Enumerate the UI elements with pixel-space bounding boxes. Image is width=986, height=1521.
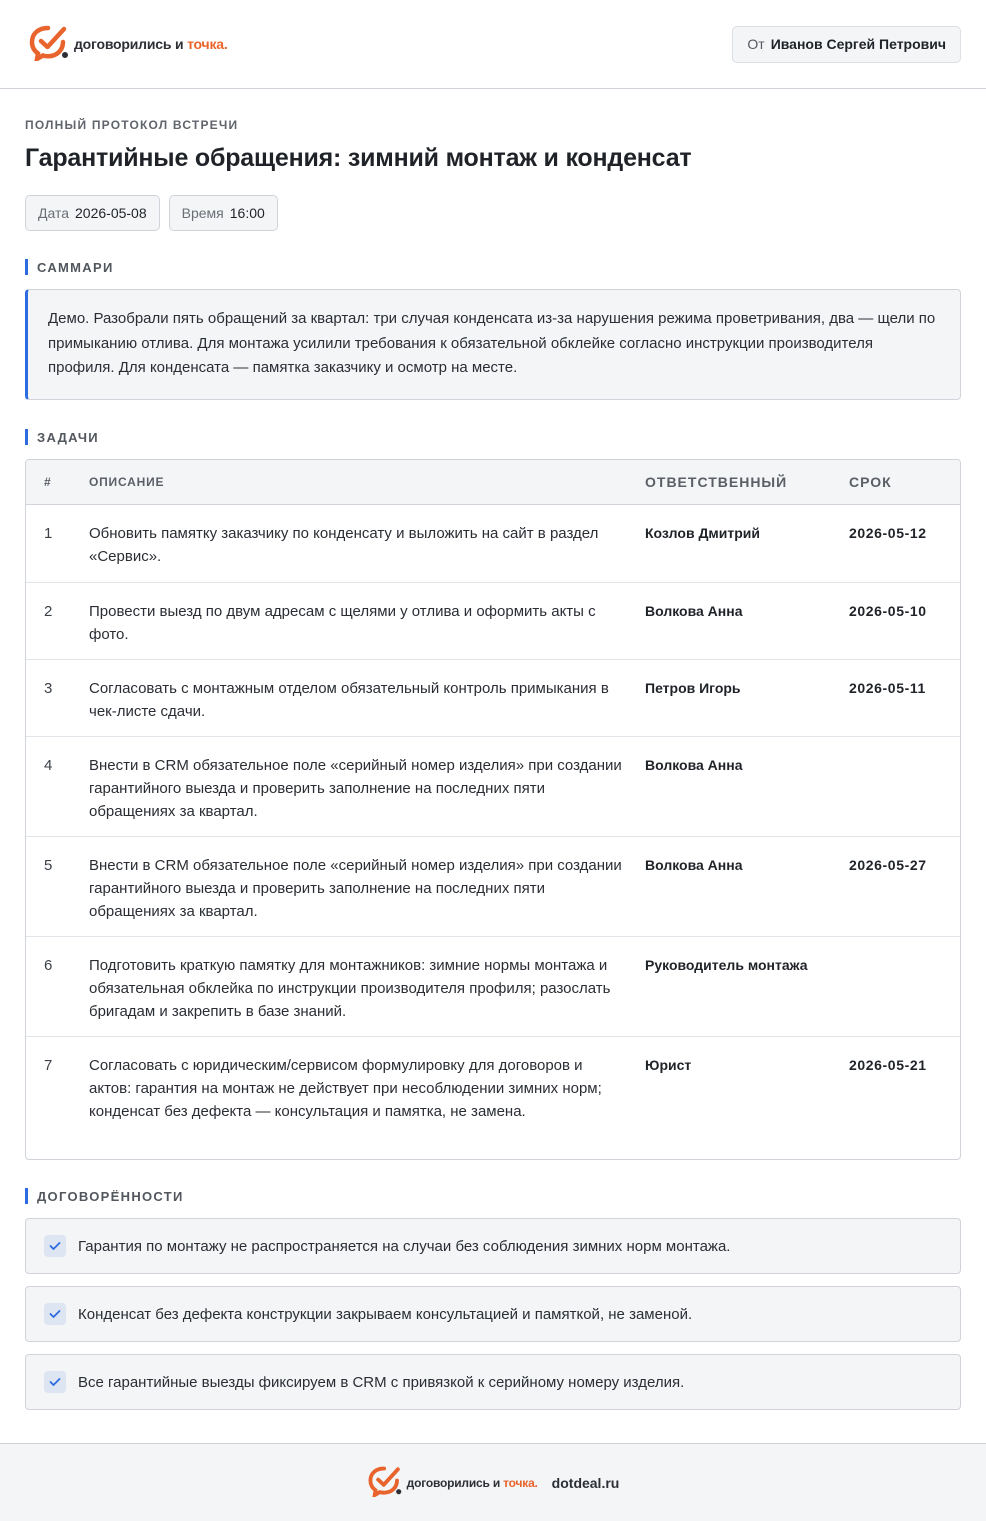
agreement-item [25,1286,961,1342]
footer-logo[interactable] [367,1464,538,1502]
date-value: 2026-05-08 [75,205,147,221]
task-desc: Обновить памятку заказчику по конденсату и выложить на сайт в раздел «Сервис». [89,525,599,565]
task-num: 4 [44,757,53,774]
author-box [732,26,961,63]
task-desc: Провести выезд по двум адресам с щелями у отлива и оформить акты с фото. [89,603,596,643]
brand-logo[interactable] [28,23,228,66]
task-num: 5 [44,857,53,874]
brand-name: договорились и точка. [74,36,228,52]
col-header-date: СРОК [849,474,892,490]
task-resp: Юрист [645,1057,692,1073]
meeting-meta [25,195,961,231]
checkmark-icon [44,1371,66,1393]
task-date: 2026-05-12 [849,525,927,541]
agreements-heading-text: ДОГОВОРЁННОСТИ [37,1188,184,1204]
table-row [26,660,960,737]
task-resp: Волкова Анна [645,857,743,873]
task-resp: Волкова Анна [645,757,743,773]
checkmark-icon [44,1303,66,1325]
task-date: 2026-05-21 [849,1057,927,1073]
section-marker [25,259,28,275]
task-resp: Руководитель монтажа [645,957,808,973]
time-value: 16:00 [229,205,265,221]
task-resp: Козлов Дмитрий [645,525,761,541]
table-header [26,460,960,505]
task-date [849,954,960,1036]
summary-heading-text: САММАРИ [37,259,114,275]
task-num: 6 [44,957,53,974]
section-marker [25,1188,28,1204]
summary-heading [25,259,961,275]
task-desc: Согласовать с монтажным отделом обязательный контроль примыкания в чек-листе сдачи. [89,680,609,720]
table-row [26,505,960,583]
table-row [26,937,960,1037]
summary-box: Демо. Разобрали пять обращений за квартал: три случая конденсата из-за нарушения режима проветривания, два — щели по примыканию отлива. Для монтажа усилили требования к обязательной обклейке согласно инструкции производителя профиля. Для конденсата — памятка заказчику и осмотр на месте. [25,289,961,400]
tasks-heading-text: ЗАДАЧИ [37,429,99,445]
task-date: 2026-05-27 [849,857,927,873]
tasks-heading [25,429,961,445]
check-bubble-icon [28,23,70,66]
task-desc: Внести в CRM обязательное поле «серийный номер изделия» при создании гарантийного выезда и проверить заполнение на последних пяти обращениях за квартал. [89,857,622,920]
date-label: Дата [38,205,70,221]
task-desc: Внести в CRM обязательное поле «серийный номер изделия» при создании гарантийного выезда и проверить заполнение на последних пяти обращениях за квартал. [89,757,622,820]
task-num: 7 [44,1057,53,1074]
col-header-num: # [44,475,52,489]
page-kicker: ПОЛНЫЙ ПРОТОКОЛ ВСТРЕЧИ [25,118,239,132]
task-resp: Волкова Анна [645,603,743,619]
col-header-resp: ОТВЕТСТВЕННЫЙ [645,474,788,490]
tasks-table [25,459,961,1160]
time-chip [169,195,278,231]
header [0,0,986,89]
table-row [26,737,960,837]
agreement-text: Гарантия по монтажу не распространяется на случаи без соблюдения зимних норм монтажа. [78,1237,731,1255]
agreements-heading [25,1188,961,1204]
task-resp: Петров Игорь [645,680,741,696]
agreement-item [25,1354,961,1410]
table-row [26,1037,960,1159]
task-num: 3 [44,680,53,697]
main-content [0,118,986,1410]
section-marker [25,429,28,445]
footer-brand-name: договорились и точка. [406,1475,538,1490]
task-num: 1 [44,525,53,542]
author-name: Иванов Сергей Петрович [770,36,946,52]
date-chip [25,195,160,231]
time-label: Время [181,205,224,221]
agreement-text: Все гарантийные выезды фиксируем в CRM с привязкой к серийному номеру изделия. [78,1373,685,1391]
task-desc: Подготовить краткую памятку для монтажников: зимние нормы монтажа и обязательная обклейка по инструкции производителя профиля; разослать бригадам и закрепить в базе знаний. [89,957,611,1020]
col-header-desc: ОПИСАНИЕ [89,475,165,489]
check-bubble-icon [367,1464,403,1502]
task-date [849,754,960,836]
page-title: Гарантийные обращения: зимний монтаж и конденсат [25,144,692,172]
table-row [26,583,960,660]
table-row [26,837,960,937]
task-date: 2026-05-10 [849,603,927,619]
task-desc: Согласовать с юридическим/сервисом формулировку для договоров и актов: гарантия на монтаж не действует при несоблюдении зимних норм; конденсат без дефекта — консультация и памятка, не замена. [89,1057,602,1120]
agreement-item [25,1218,961,1274]
task-date: 2026-05-11 [849,680,926,696]
author-label: От [747,36,765,52]
footer-site-link[interactable]: dotdeal.ru [551,1474,620,1491]
checkmark-icon [44,1235,66,1257]
agreement-text: Конденсат без дефекта конструкции закрываем консультацией и памяткой, не заменой. [78,1305,693,1323]
footer [0,1443,986,1521]
task-num: 2 [44,603,53,620]
agreements-list [25,1218,961,1410]
